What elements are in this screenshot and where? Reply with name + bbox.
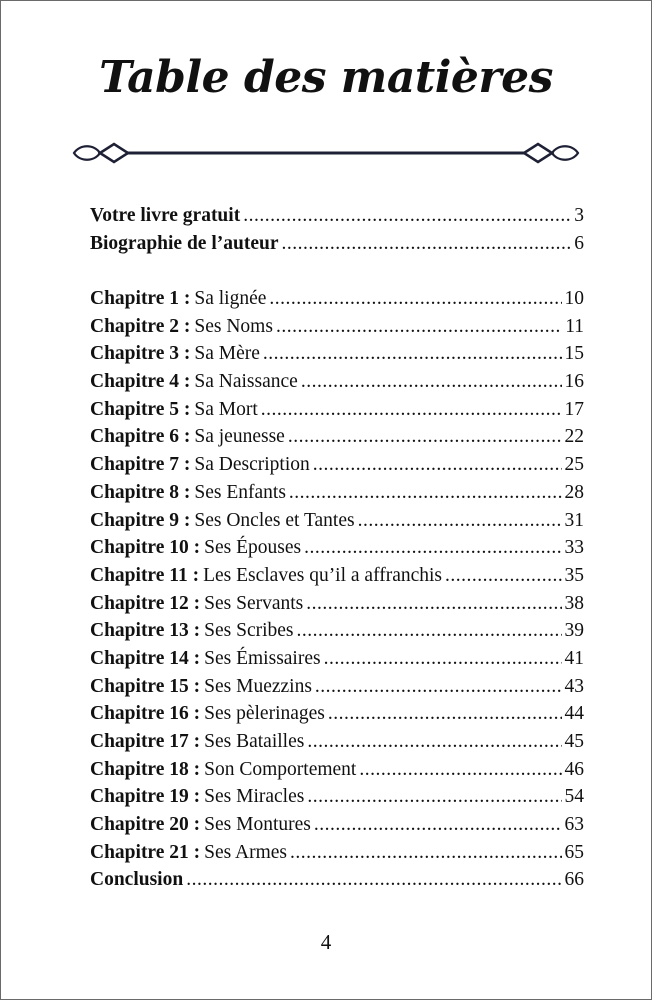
- dot-leader: [297, 620, 562, 642]
- entry-title: Son Comportement: [204, 758, 357, 780]
- entry-label: Chapitre 1 :: [90, 288, 191, 309]
- page-title: Table des matières: [99, 52, 553, 103]
- dot-leader: [314, 814, 562, 836]
- toc-entry[interactable]: [90, 759, 584, 787]
- entry-label: Chapitre 3 :: [90, 343, 191, 365]
- toc-entry[interactable]: [90, 869, 584, 897]
- toc-entry[interactable]: [90, 537, 584, 565]
- entry-title: Sa Description: [194, 454, 310, 476]
- entry-title: Les Esclaves qu’il a affranchis: [203, 564, 443, 586]
- dot-leader: [288, 426, 562, 448]
- toc-entry[interactable]: [90, 482, 584, 510]
- toc-entry[interactable]: [90, 316, 584, 344]
- entry-label: Chapitre 4 :: [90, 371, 191, 393]
- entry-page-number: 15: [564, 343, 584, 365]
- entry-label: Chapitre 6 :: [90, 426, 191, 448]
- dot-leader: [313, 454, 562, 476]
- entry-title: Ses Enfants: [194, 481, 286, 503]
- entry-page-number: 3: [574, 205, 584, 226]
- entry-page-number: 65: [564, 841, 584, 863]
- entry-page-number: 39: [564, 620, 584, 642]
- entry-label: Chapitre 14 :: [90, 647, 201, 669]
- toc-entry[interactable]: [90, 233, 584, 261]
- entry-title: Sa lignée: [194, 288, 267, 309]
- entry-page-number: 63: [564, 814, 584, 836]
- entry-label: Chapitre 8 :: [90, 481, 191, 503]
- entry-page-number: 38: [564, 592, 584, 614]
- dot-leader: [186, 869, 561, 891]
- entry-title: Ses pèlerinages: [204, 703, 325, 725]
- entry-page-number: 45: [564, 731, 584, 752]
- entry-title: Ses Armes: [204, 841, 288, 863]
- entry-page-number: 33: [564, 537, 584, 559]
- entry-title: Ses Oncles et Tantes: [194, 509, 355, 531]
- entry-page-number: 35: [564, 564, 584, 586]
- toc-entry[interactable]: [90, 288, 584, 316]
- dot-leader: [328, 703, 562, 725]
- entry-title: Ses Servants: [204, 592, 304, 614]
- toc-entry[interactable]: [90, 786, 584, 814]
- chapter-list: [90, 288, 584, 897]
- entry-label: Chapitre 17 :: [90, 731, 201, 752]
- entry-label: Chapitre 11 :: [90, 564, 200, 586]
- dot-leader: [307, 786, 561, 808]
- dot-leader: [358, 510, 562, 532]
- entry-label: Chapitre 13 :: [90, 620, 201, 642]
- toc-entry[interactable]: [90, 648, 584, 676]
- entry-page-number: 43: [564, 675, 584, 697]
- ornamental-divider: [72, 138, 580, 168]
- entry-title: Ses Miracles: [204, 786, 305, 808]
- entry-title: Sa Mort: [194, 398, 258, 420]
- entry-page-number: 25: [564, 454, 584, 476]
- entry-title: Ses Batailles: [204, 731, 305, 752]
- dot-leader: [263, 343, 562, 365]
- entry-label: Chapitre 12 :: [90, 592, 201, 614]
- entry-title: Sa jeunesse: [194, 426, 285, 448]
- dot-leader: [261, 399, 562, 421]
- toc-entry[interactable]: [90, 510, 584, 538]
- dot-leader: [243, 205, 571, 227]
- front-matter-list: [90, 205, 584, 260]
- toc-entry[interactable]: [90, 676, 584, 704]
- dot-leader: [306, 593, 561, 615]
- entry-label: Chapitre 20 :: [90, 814, 201, 836]
- toc-entry[interactable]: [90, 371, 584, 399]
- entry-page-number: 31: [564, 509, 584, 531]
- toc-entry[interactable]: [90, 343, 584, 371]
- toc-entry[interactable]: [90, 620, 584, 648]
- entry-title: Ses Montures: [204, 814, 311, 836]
- toc-entry[interactable]: [90, 842, 584, 870]
- toc-entry[interactable]: [90, 426, 584, 454]
- entry-page-number: 6: [574, 232, 584, 254]
- toc-entry[interactable]: [90, 205, 584, 233]
- dot-leader: [276, 316, 562, 338]
- entry-label: Chapitre 5 :: [90, 398, 191, 420]
- entry-label: Votre livre gratuit: [90, 205, 241, 226]
- entry-page-number: 22: [564, 426, 584, 448]
- dot-leader: [324, 648, 562, 670]
- entry-label: Chapitre 9 :: [90, 509, 191, 531]
- entry-label: Chapitre 2 :: [90, 315, 191, 337]
- toc-entry[interactable]: [90, 814, 584, 842]
- entry-label: Chapitre 16 :: [90, 703, 201, 725]
- toc-entry[interactable]: [90, 593, 584, 621]
- dot-leader: [301, 371, 562, 393]
- entry-page-number: 41: [564, 647, 584, 669]
- entry-title: Ses Épouses: [204, 537, 302, 559]
- dot-leader: [307, 731, 561, 753]
- entry-page-number: 54: [564, 786, 584, 808]
- toc-entry[interactable]: [90, 565, 584, 593]
- entry-label: Chapitre 18 :: [90, 758, 201, 780]
- toc-entry[interactable]: [90, 731, 584, 759]
- dot-leader: [304, 537, 561, 559]
- entry-label: Chapitre 19 :: [90, 786, 201, 808]
- entry-label: Chapitre 10 :: [90, 537, 201, 559]
- entry-page-number: 28: [564, 481, 584, 503]
- entry-title: Ses Émissaires: [204, 647, 321, 669]
- toc-entry[interactable]: [90, 454, 584, 482]
- entry-label: Chapitre 21 :: [90, 841, 201, 863]
- entry-label: Biographie de l’auteur: [90, 232, 279, 254]
- entry-title: Ses Scribes: [204, 620, 294, 642]
- dot-leader: [359, 759, 561, 781]
- entry-label: Conclusion: [90, 869, 184, 891]
- entry-label: Chapitre 15 :: [90, 675, 201, 697]
- toc-entry[interactable]: [90, 399, 584, 427]
- entry-label: Chapitre 7 :: [90, 454, 191, 476]
- entry-page-number: 66: [564, 869, 584, 891]
- entry-title: Ses Muezzins: [204, 675, 312, 697]
- toc-entry[interactable]: [90, 703, 584, 731]
- entry-title: Ses Noms: [194, 315, 273, 337]
- page-number: 4: [320, 930, 332, 954]
- entry-page-number: 17: [564, 398, 584, 420]
- entry-title: Sa Naissance: [194, 371, 298, 393]
- entry-page-number: 46: [564, 758, 584, 780]
- entry-page-number: 11: [565, 315, 584, 337]
- entry-page-number: 16: [564, 371, 584, 393]
- dot-leader: [290, 842, 561, 864]
- entry-page-number: 44: [564, 703, 584, 725]
- entry-page-number: 10: [564, 288, 584, 309]
- entry-title: Sa Mère: [194, 343, 260, 365]
- dot-leader: [269, 288, 561, 310]
- dot-leader: [289, 482, 562, 504]
- dot-leader: [282, 233, 572, 255]
- dot-leader: [445, 565, 561, 587]
- dot-leader: [315, 676, 562, 698]
